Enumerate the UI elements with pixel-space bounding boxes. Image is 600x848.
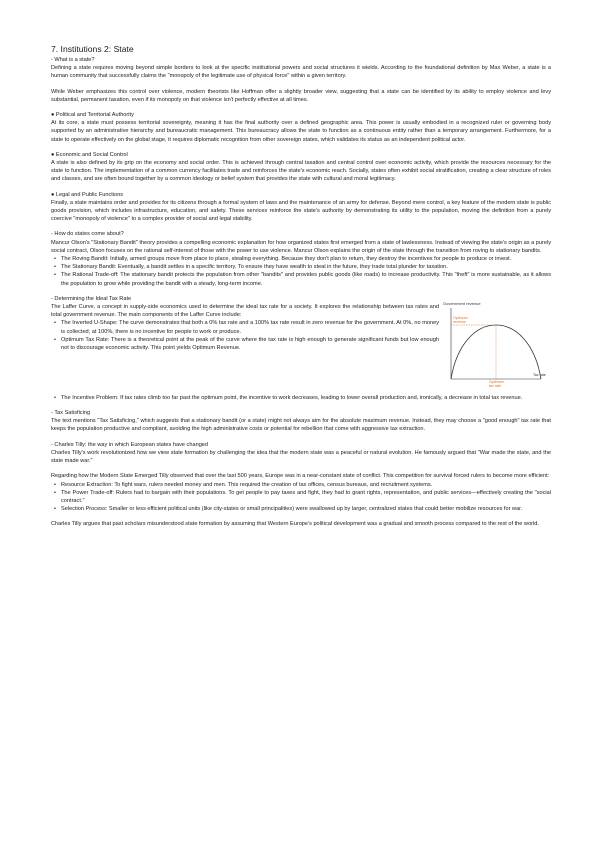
paragraph-modern-state-emerged: Regarding how the Modern State Emerged Tilly observed that over the last 500 years, Europe was in a near-constant state of conflict. This competition for survival forced rulers to become more efficient: [51,473,550,480]
list-item: • Optimum Tax Rate: There is a theoretical point at the peak of the curve where the tax rate is high enough to generate significant funds but low enough not to discourage economic activity. This point yields Optimum Revenue. [61,336,439,352]
paragraph-weber-definition: Defining a state requires moving beyond simple borders to look at the specific institutional powers and social structures it wields. According to the foundational definition by Max Weber, a state is a human community that successfully claims the "monopoly of the legitimate use of physical force" within a given territory. [51,65,551,80]
paragraph-political-authority: At its core, a state must possess territorial sovereignty, meaning it has the final authority over a defined geographic area. This power is usually embodied in a recognized ruler or governing body supported by an administrative hierarchy and bureaucratic management. This bureaucracy allows the state to function as a continuous entity rather than a temporary arrangement. Furthermore, for a state to operate effectively on the global stage, it requires diplomatic recognition from other sovereign states, which validates its status as an independent political actor. [51,120,551,143]
laffer-curve-figure [441,299,551,394]
list-item: • The Incentive Problem: If tax rates climb too far past the optimum point, the incentive to work decreases, leading to lower overall production and, ironically, a decrease in total tax revenue. [61,394,551,402]
document-page [51,44,551,529]
bandit-list [51,255,551,288]
y-axis-label: Government revenue [443,300,481,306]
tilly-list [51,481,551,514]
laffer-curve-svg [441,299,551,389]
section-heading-tax-rate: - Determining the Ideal Tax Rate [51,295,132,302]
list-item: • Selection Process: Smaller or less efficient political units (like city-states or small principalities) were swallowed up by larger, centralized states that could better mobilize resources for war. [61,505,551,513]
paragraph-tax-satisficing: The text mentions "Tax Satisficing," which suggests that a stationary bandit (or a state) might not always aim for the absolute maximum revenue. Instead, they may choose a "good enough" tax rate that keeps the population productive and compliant, avoiding the high administrative costs or potential for rebellion that come with aggressive tax extraction. [51,418,551,433]
list-item: • The Rational Trade-off: The stationary bandit protects the population from other "bandits" and provides public goods (like roads) to increase productivity. This "theft" is more sustainable, as it allows the population to grow while providing the bandit with a steady, long-term income. [61,271,551,287]
paragraph-tilly-conclusion: Charles Tilly argues that past scholars misunderstood state formation by assuming that Western Europe's political development was a gradual and smooth process compared to the rest of the world. [51,521,539,528]
optimum-rate-label [489,380,505,388]
list-item: • The Inverted U-Shape: The curve demonstrates that both a 0% tax rate and a 100% tax rate result in zero revenue for the government. At 0%, no money is collected; at 100%, there is no incentive for people to work or produce. [61,319,439,335]
paragraph-economic-control: A state is also defined by its grip on the economy and social order. This is achieved through central taxation and central control over economic activity, which provide the resources necessary for the state to function. The implementation of a common currency facilitates trade and reinforces the state's economic reach. Socially, states often exhibit social stratification, creating a clear structure of roles and classes, and are often bound together by a common ideology or belief system that provides the state with cultural and moral legitimacy. [51,160,551,183]
section-heading-economic-control: ● Economic and Social Control [51,151,128,158]
section-heading-charles-tilly: - Charles Tilly: the way in which European states have changed [51,441,209,448]
list-item: • The Power Trade-off: Rulers had to bargain with their populations. To get people to pay taxes and fight, they had to grant rights, representation, and public services—effectively creating the "social contract." [61,489,551,505]
list-item: • Resource Extraction: To fight wars, rulers needed money and men. This required the creation of tax offices, census bureaus, and recruitment systems. [61,481,551,489]
x-axis-label: Tax rate [533,372,546,377]
laffer-list-continued [51,394,551,402]
section-heading-political-authority: ● Political and Territorial Authority [51,112,134,119]
list-item: • The Stationary Bandit: Eventually, a bandit settles in a specific territory. To ensure they have wealth to steal in the future, they trade total plunder for taxation. [61,263,551,271]
paragraph-laffer-curve: The Laffer Curve, a concept in supply-side economics used to determine the ideal tax rate for a society. It explores the relationship between tax rates and total government revenue. The main components of the Laffer Curve include: [51,304,439,319]
list-item: • The Roving Bandit: Initially, armed groups move from place to place, stealing everything. Because they don't plan to return, they destroy the incentives for people to produce or invest. [61,255,551,263]
optimum-rate-line-1: Optimum [489,379,504,384]
page-title: 7. Institutions 2: State [51,44,134,54]
section-heading-legal-functions: ● Legal and Public Functions [51,191,124,198]
optimum-revenue-line-2: revenue [453,319,466,324]
optimum-revenue-label [453,316,469,324]
section-heading-what-is-state: - What is a state? [51,57,95,63]
laffer-list [51,319,439,352]
paragraph-legal-functions: Finally, a state maintains order and provides for its citizens through a formal system of laws and the maintenance of an army for defense. Beyond mere control, a key feature of the modern state is public goods provision, which includes infrastructure, education, and safety. These services reinforce the state's authority by demonstrating its utility to the population, moving the definition from a purely coercive "monopoly of violence" to a complex provider of social and legal stability. [51,199,551,223]
paragraph-tilly-war: Charles Tilly's work revolutionized how we view state formation by challenging the idea that the modern state was a peaceful or natural evolution. He famously argued that "War made the state, and the state made war." [51,449,551,465]
section-heading-tax-satisficing: - Tax Satisficing [51,410,91,417]
section-heading-states-origin: - How do states come about? [51,231,124,238]
optimum-rate-line-2: tax rate [489,383,501,388]
paragraph-hoffman-view: While Weber emphasizes this control over violence, modern theorists like Hoffman offer a slightly broader view, suggesting that a state can be identified by its ability to employ violence and levy substantial, permanent taxation, even if its monopoly on that violence isn't perfectly effective at all times. [51,88,551,103]
paragraph-olson-theory: Mancur Olson's "Stationary Bandit" theory provides a compelling economic explanation for how organized states first emerged from a state of lawlessness. Instead of viewing the state's origin as a purely social contract, Olson focuses on the rational self-interest of those with the power to use violence. Mancur Olson explains the origin of the state through the transition from roving to stationary bandits. [51,239,551,254]
optimum-revenue-line-1: Optimum [453,315,468,320]
laffer-section [51,295,551,394]
